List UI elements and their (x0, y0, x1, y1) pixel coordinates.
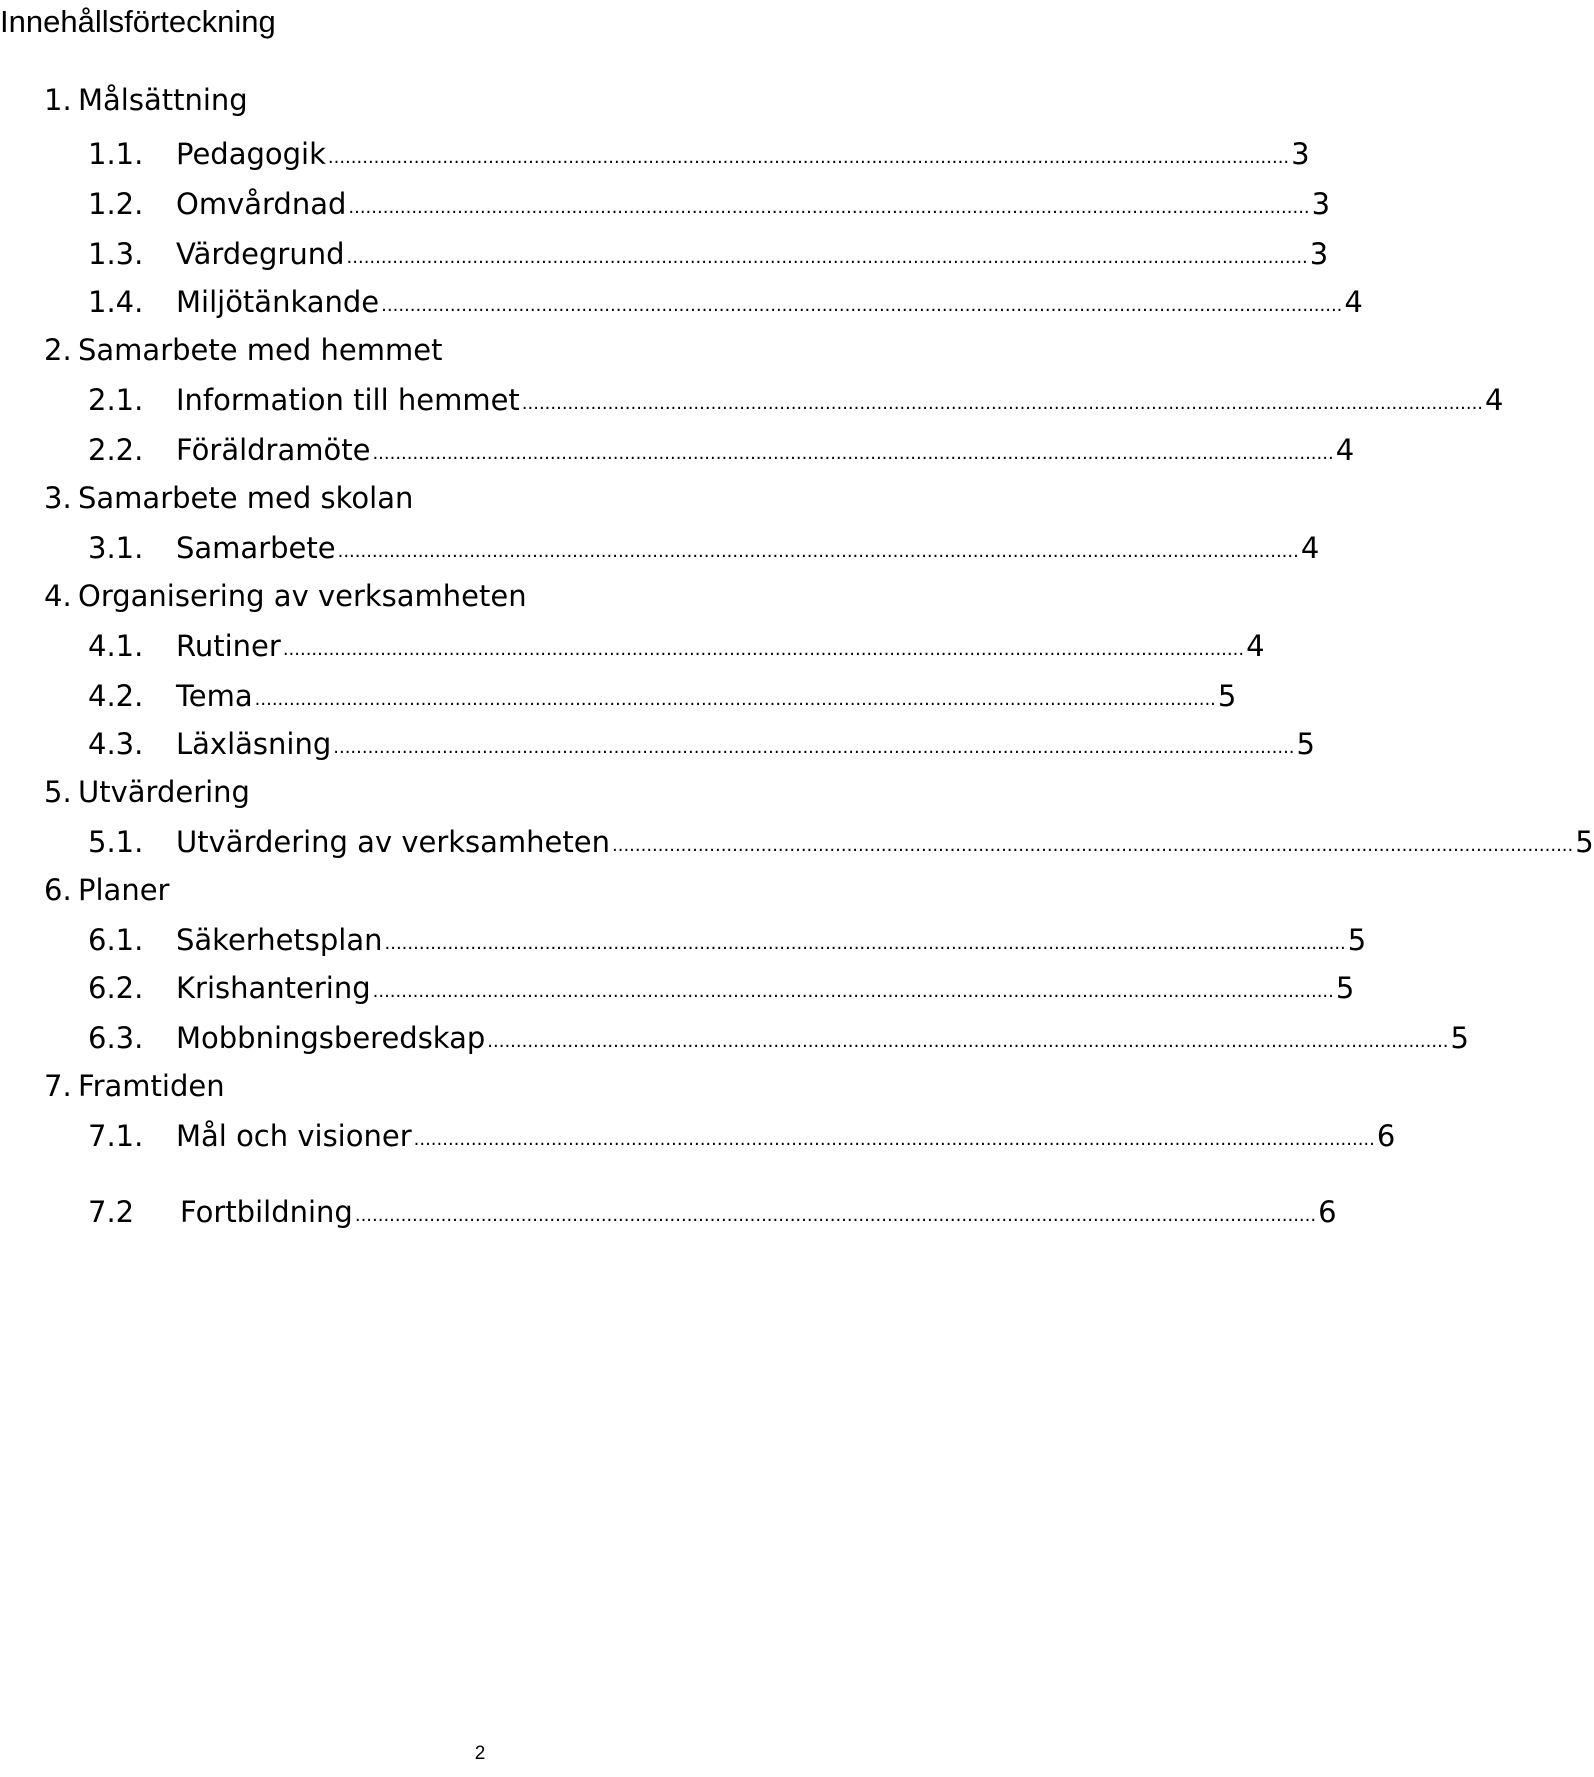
toc-entry-6-3[interactable] (88, 1018, 1469, 1058)
toc-entry-page: 4 (1300, 531, 1320, 565)
toc-entry-6-2[interactable] (88, 968, 1355, 1008)
toc-section-label: Organisering av verksamheten (78, 579, 527, 613)
toc-entry-label: Mål och visioner (176, 1119, 412, 1153)
toc-dot-leader: ........................................................................................................................................................................ (333, 737, 1295, 758)
toc-entry-label: Rutiner (176, 629, 281, 663)
toc-entry-number: 1.4. (88, 285, 144, 319)
toc-dot-leader: ........................................................................................................................................................................ (346, 247, 1308, 268)
toc-entry-1-1[interactable] (88, 134, 1310, 174)
toc-entry-label: Krishantering (176, 971, 371, 1005)
toc-entry-label: Föräldramöte (176, 433, 371, 467)
toc-entry-page: 6 (1376, 1119, 1396, 1153)
toc-dot-leader: ........................................................................................................................................................................ (487, 1031, 1449, 1052)
toc-entry-number: 7.1. (88, 1119, 144, 1153)
toc-section-3[interactable] (44, 478, 844, 518)
toc-entry-6-1[interactable] (88, 920, 1367, 960)
toc-section-number: 6. (44, 873, 72, 907)
toc-entry-page: 3 (1311, 187, 1331, 221)
toc-section-number: 5. (44, 775, 72, 809)
toc-entry-page: 5 (1335, 971, 1355, 1005)
toc-entry-number: 4.3. (88, 727, 144, 761)
toc-entry-number: 4.1. (88, 629, 144, 663)
toc-entry-4-3[interactable] (88, 724, 1315, 764)
toc-entry-label: Utvärdering av verksamheten (176, 825, 610, 859)
toc-entry-page: 5 (1450, 1021, 1469, 1055)
toc-entry-label: Pedagogik (176, 137, 326, 171)
toc-entry-label: Omvårdnad (176, 187, 347, 221)
toc-dot-leader: ........................................................................................................................................................................ (254, 689, 1216, 710)
toc-entry-number: 1.3. (88, 237, 144, 271)
toc-entry-number: 4.2. (88, 679, 144, 713)
toc-section-number: 2. (44, 333, 72, 367)
toc-entry-label: Säkerhetsplan (176, 923, 383, 957)
toc-dot-leader: ........................................................................................................................................................................ (372, 981, 1334, 1002)
toc-section-label: Samarbete med skolan (78, 481, 414, 515)
toc-entry-number: 3.1. (88, 531, 144, 565)
toc-entry-label: Samarbete (176, 531, 336, 565)
toc-entry-1-4[interactable] (88, 282, 1363, 322)
toc-entry-1-2[interactable] (88, 184, 1331, 224)
toc-section-1[interactable] (44, 80, 844, 120)
toc-entry-label: Tema (176, 679, 253, 713)
toc-entry-page: 4 (1485, 383, 1504, 417)
toc-entry-number: 2.1. (88, 383, 144, 417)
toc-entry-page: 5 (1575, 825, 1594, 859)
toc-entry-2-2[interactable] (88, 430, 1355, 470)
toc-entry-label: Värdegrund (176, 237, 345, 271)
toc-section-7[interactable] (44, 1066, 844, 1106)
toc-title: Innehållsförteckning (0, 4, 276, 39)
toc-entry-page: 6 (1318, 1195, 1337, 1229)
toc-section-label: Planer (78, 873, 170, 907)
toc-dot-leader: ........................................................................................................................................................................ (372, 443, 1334, 464)
toc-section-label: Samarbete med hemmet (78, 333, 443, 367)
toc-entry-7-2[interactable] (88, 1192, 1337, 1232)
toc-section-5[interactable] (44, 772, 844, 812)
toc-dot-leader: ........................................................................................................................................................................ (413, 1129, 1375, 1150)
page-number: 2 (474, 1743, 486, 1764)
toc-dot-leader: ........................................................................................................................................................................ (337, 541, 1299, 562)
toc-entry-page: 5 (1217, 679, 1237, 713)
toc-entry-7-1[interactable] (88, 1116, 1396, 1156)
toc-entry-3-1[interactable] (88, 528, 1320, 568)
toc-entry-label: Miljötänkande (176, 285, 380, 319)
toc-entry-page: 4 (1246, 629, 1265, 663)
toc-entry-2-1[interactable] (88, 380, 1504, 420)
toc-section-label: Utvärdering (78, 775, 250, 809)
toc-section-label: Framtiden (78, 1069, 225, 1103)
toc-entry-1-3[interactable] (88, 234, 1329, 274)
toc-dot-leader: ........................................................................................................................................................................ (354, 1205, 1317, 1226)
toc-entry-label: Läxläsning (176, 727, 332, 761)
toc-section-number: 3. (44, 481, 72, 515)
toc-entry-5-1[interactable] (88, 822, 1594, 862)
toc-entry-page: 5 (1296, 727, 1315, 761)
toc-entry-page: 3 (1309, 237, 1329, 271)
toc-dot-leader: ........................................................................................................................................................................ (521, 393, 1484, 414)
toc-entry-number: 2.2. (88, 433, 144, 467)
toc-entry-label: Information till hemmet (176, 383, 520, 417)
toc-entry-number: 6.1. (88, 923, 144, 957)
toc-entry-label: Fortbildning (180, 1195, 353, 1229)
toc-entry-page: 4 (1335, 433, 1355, 467)
toc-dot-leader: ........................................................................................................................................................................ (327, 147, 1290, 168)
toc-section-label: Målsättning (78, 83, 248, 117)
toc-entry-page: 4 (1344, 285, 1363, 319)
toc-entry-number: 6.3. (88, 1021, 144, 1055)
toc-entry-number: 6.2. (88, 971, 144, 1005)
toc-entry-number: 1.2. (88, 187, 144, 221)
toc-entry-page: 5 (1347, 923, 1367, 957)
toc-section-4[interactable] (44, 576, 844, 616)
toc-section-6[interactable] (44, 870, 844, 910)
toc-section-number: 1. (44, 83, 72, 117)
toc-entry-number: 5.1. (88, 825, 144, 859)
toc-entry-page: 3 (1291, 137, 1310, 171)
toc-section-number: 4. (44, 579, 72, 613)
toc-section-2[interactable] (44, 330, 844, 370)
toc-entry-label: Mobbningsberedskap (176, 1021, 486, 1055)
toc-dot-leader: ........................................................................................................................................................................ (612, 835, 1574, 856)
toc-entry-number: 1.1. (88, 137, 144, 171)
toc-dot-leader: ........................................................................................................................................................................ (384, 933, 1346, 954)
toc-section-number: 7. (44, 1069, 72, 1103)
toc-entry-4-2[interactable] (88, 676, 1237, 716)
toc-dot-leader: ........................................................................................................................................................................ (282, 639, 1245, 660)
toc-dot-leader: ........................................................................................................................................................................ (348, 197, 1310, 218)
toc-entry-4-1[interactable] (88, 626, 1265, 666)
toc-dot-leader: ........................................................................................................................................................................ (381, 295, 1343, 316)
toc-entry-number: 7.2 (88, 1195, 135, 1229)
